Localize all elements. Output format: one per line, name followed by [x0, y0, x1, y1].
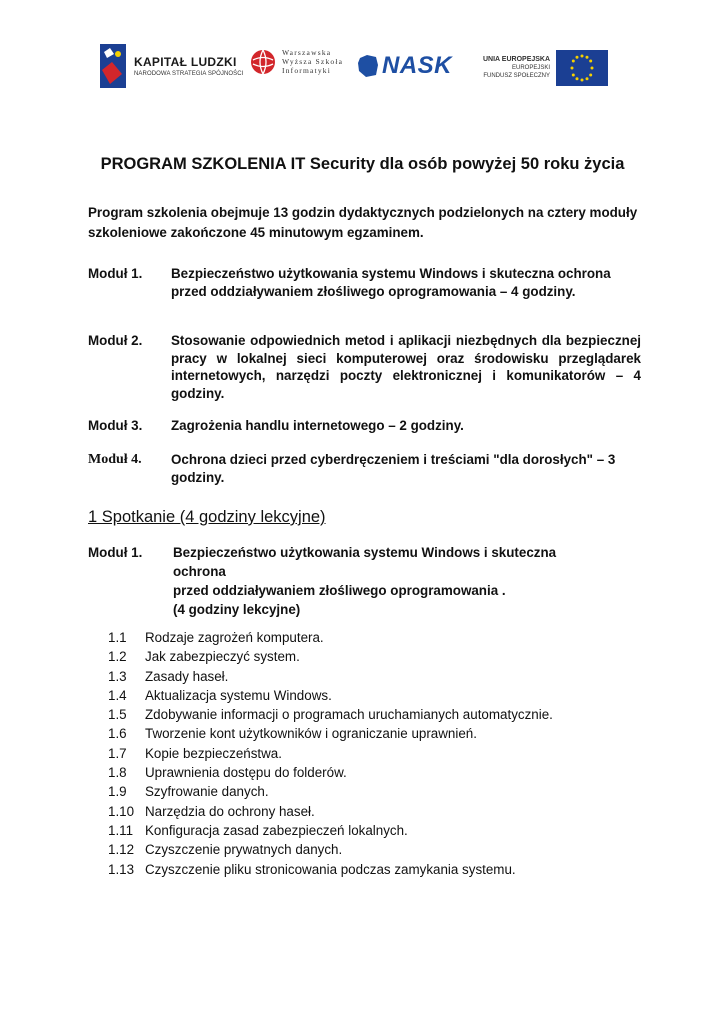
topic-number: 1.6 — [108, 726, 127, 742]
list-item — [108, 784, 553, 803]
list-item — [108, 669, 553, 688]
topic-text: Tworzenie kont użytkowników i ograniczanie uprawnień. — [145, 726, 477, 742]
kapital-ludzki-subtitle: NARODOWA STRATEGIA SPÓJNOŚCI — [134, 71, 244, 77]
wwsi-globe-icon — [250, 49, 276, 75]
topic-number: 1.12 — [108, 842, 135, 858]
module-text: Stosowanie odpowiednich metod i aplikacji niezbędnych dla bezpiecznej pracy w lokalnej sieci komputerowej oraz środowisku przeglądarek internetowych, narzędzi poczty elektronicznej i komunikatorów – 4 godziny. — [171, 333, 641, 401]
list-item — [108, 842, 553, 861]
topic-number: 1.4 — [108, 687, 127, 703]
topic-text: Konfiguracja zasad zabezpieczeń lokalnych. — [145, 822, 408, 838]
list-item — [108, 726, 553, 745]
topic-text: Uprawnienia dostępu do folderów. — [145, 765, 347, 781]
list-item — [108, 707, 553, 726]
module-label: Moduł 2. — [88, 333, 143, 348]
list-item — [108, 804, 553, 823]
session-module-label: Moduł 1. — [88, 545, 143, 560]
session-module-line-2: ochrona — [173, 564, 226, 579]
session-module — [88, 543, 648, 619]
eu-line-3: FUNDUSZ SPOŁECZNY — [483, 73, 551, 79]
topic-text: Jak zabezpieczyć system. — [145, 649, 300, 665]
page-title: PROGRAM SZKOLENIA IT Security dla osób powyżej 50 roku życia — [100, 155, 625, 173]
topic-text: Szyfrowanie danych. — [145, 784, 269, 800]
module-label: Moduł 4. — [88, 452, 142, 467]
module-text: Bezpieczeństwo użytkowania systemu Windows i skuteczna ochrona przed oddziaływaniem złośliwego oprogramowania – 4 godziny. — [171, 266, 611, 299]
topic-number: 1.7 — [108, 745, 127, 761]
nask-logo — [357, 52, 452, 80]
topic-text: Aktualizacja systemu Windows. — [145, 687, 332, 703]
intro-paragraph: Program szkolenia obejmuje 13 godzin dydaktycznych podzielonych na cztery moduły szkoleniowe zakończone 45 minutowym egzaminem. — [88, 205, 638, 240]
module-2 — [88, 332, 641, 402]
eu-line-2: EUROPEJSKI — [512, 65, 551, 71]
topic-number: 1.11 — [108, 822, 134, 838]
logo-strip — [0, 42, 725, 92]
list-item — [108, 746, 553, 765]
kapital-ludzki-logo — [98, 44, 243, 88]
eu-line-1: UNIA EUROPEJSKA — [483, 56, 551, 63]
eu-logo — [483, 50, 608, 86]
topic-number: 1.5 — [108, 707, 127, 723]
module-4 — [88, 451, 641, 486]
module-label: Moduł 3. — [88, 418, 143, 433]
list-item — [108, 862, 553, 881]
section-heading: 1 Spotkanie (4 godziny lekcyjne) — [88, 508, 326, 526]
module-3 — [88, 417, 641, 435]
topic-number: 1.8 — [108, 765, 127, 781]
topic-text: Kopie bezpieczeństwa. — [145, 745, 282, 761]
topic-number: 1.13 — [108, 861, 135, 877]
topic-text: Rodzaje zagrożeń komputera. — [145, 630, 324, 645]
wwsi-logo — [250, 48, 343, 75]
topic-list — [108, 630, 553, 881]
topic-number: 1.1 — [108, 630, 127, 645]
session-module-line-4: (4 godziny lekcyjne) — [173, 602, 301, 617]
topic-number: 1.3 — [108, 668, 127, 684]
topic-number: 1.10 — [108, 803, 135, 819]
wwsi-line-2: Wyższa Szkoła — [282, 57, 344, 66]
topic-number: 1.9 — [108, 784, 127, 800]
module-1 — [88, 265, 641, 300]
list-item — [108, 765, 553, 784]
module-label: Moduł 1. — [88, 266, 143, 281]
kapital-ludzki-emblem-icon — [98, 44, 128, 88]
module-text: Zagrożenia handlu internetowego – 2 godziny. — [171, 418, 464, 433]
nask-name: NASK — [382, 52, 453, 79]
topic-text: Zasady haseł. — [145, 668, 229, 684]
kapital-ludzki-name: KAPITAŁ LUDZKI — [134, 55, 237, 69]
wwsi-line-3: Informatyki — [282, 66, 332, 75]
wwsi-line-1: Warszawska — [282, 48, 332, 57]
session-module-line-1: Bezpieczeństwo użytkowania systemu Windows i skuteczna — [173, 545, 557, 560]
topic-text: Zdobywanie informacji o programach uruchamianych automatycznie. — [145, 707, 553, 723]
topic-text: Narzędzia do ochrony haseł. — [145, 803, 315, 819]
list-item — [108, 649, 553, 668]
module-text: Ochrona dzieci przed cyberdręczeniem i treściami "dla dorosłych" – 3 godziny. — [171, 452, 616, 485]
list-item — [108, 823, 553, 842]
eu-flag-icon — [556, 50, 608, 86]
session-module-line-3: przed oddziaływaniem złośliwego oprogramowania . — [173, 583, 506, 598]
list-item — [108, 630, 553, 649]
list-item — [108, 688, 553, 707]
poland-map-icon — [357, 53, 379, 79]
topic-number: 1.2 — [108, 649, 127, 665]
topic-text: Czyszczenie pliku stronicowania podczas zamykania systemu. — [145, 861, 516, 877]
topic-text: Czyszczenie prywatnych danych. — [145, 842, 343, 858]
